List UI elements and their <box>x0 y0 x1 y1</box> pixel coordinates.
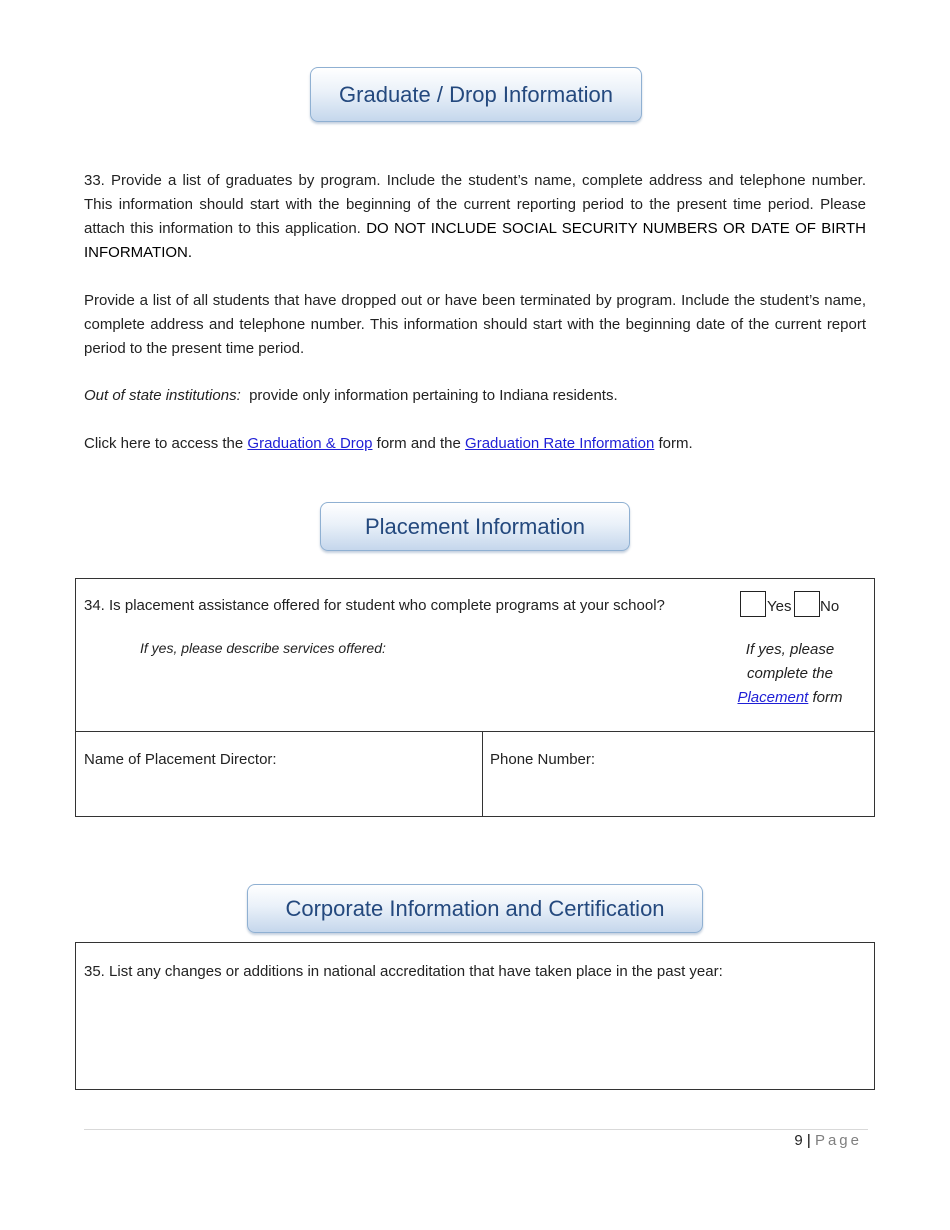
page-separator: | <box>802 1132 815 1149</box>
page-number-footer <box>794 1132 862 1149</box>
out-of-state-text: provide only information pertaining to Indiana residents. <box>240 387 618 404</box>
links-middle: form and the <box>372 435 466 452</box>
graduation-drop-link[interactable]: Graduation & Drop <box>247 435 373 452</box>
page-number: 9 <box>794 1132 803 1149</box>
section-title: Graduate / Drop Information <box>339 81 613 107</box>
no-checkbox[interactable] <box>794 591 820 617</box>
out-of-state-label: Out of state institutions: <box>84 387 241 404</box>
footer-divider <box>84 1129 868 1130</box>
placement-note <box>715 638 865 710</box>
placement-note-line1: If yes, please <box>745 641 835 658</box>
graduation-rate-link[interactable]: Graduation Rate Information <box>465 435 655 452</box>
drop-paragraph: Provide a list of all students that have dropped out or have been terminated by program. Include the student’s name, complete address and telephone number. This information should start with the beginning date of the current report period to the present time period. <box>84 292 866 357</box>
placement-note-line2: complete the <box>747 665 833 682</box>
out-of-state-note <box>84 384 866 408</box>
question-33-text: 33. Provide a list of graduates by program. Include the student’s name, complete address and telephone number. This information should start with the beginning of the current reporting period to the present time period. Please attach this information to this application. <box>84 172 866 237</box>
section-header-placement <box>320 502 630 551</box>
section-header-corporate <box>247 884 703 933</box>
links-prefix: Click here to access the <box>84 435 248 452</box>
placement-form-link[interactable]: Placement <box>737 689 809 706</box>
yes-checkbox[interactable] <box>740 591 766 617</box>
forms-links-line <box>84 432 866 456</box>
phone-number-cell <box>482 731 875 817</box>
question-34-text: 34. Is placement assistance offered for student who complete programs at your school? <box>84 597 665 614</box>
question-33-warning: DO NOT INCLUDE SOCIAL SECURITY NUMBERS OR DATE OF BIRTH INFORMATION. <box>84 220 866 261</box>
placement-director-cell <box>75 731 483 817</box>
question-33 <box>84 169 866 265</box>
no-label: No <box>820 598 840 615</box>
section-title: Corporate Information and Certification <box>285 895 665 921</box>
placement-director-label: Name of Placement Director: <box>84 751 277 768</box>
placement-note-suffix: form <box>808 689 843 706</box>
question-35-text: 35. List any changes or additions in national accreditation that have taken place in the past year: <box>84 963 723 980</box>
page-word: Page <box>814 1132 862 1149</box>
links-suffix: form. <box>654 435 693 452</box>
section-header-graduate-drop <box>310 67 642 122</box>
section-title: Placement Information <box>364 513 586 539</box>
placement-note-line3 <box>715 686 865 710</box>
yes-label: Yes <box>767 598 792 615</box>
phone-number-label: Phone Number: <box>490 751 596 768</box>
describe-services-prompt: If yes, please describe services offered: <box>140 640 386 656</box>
